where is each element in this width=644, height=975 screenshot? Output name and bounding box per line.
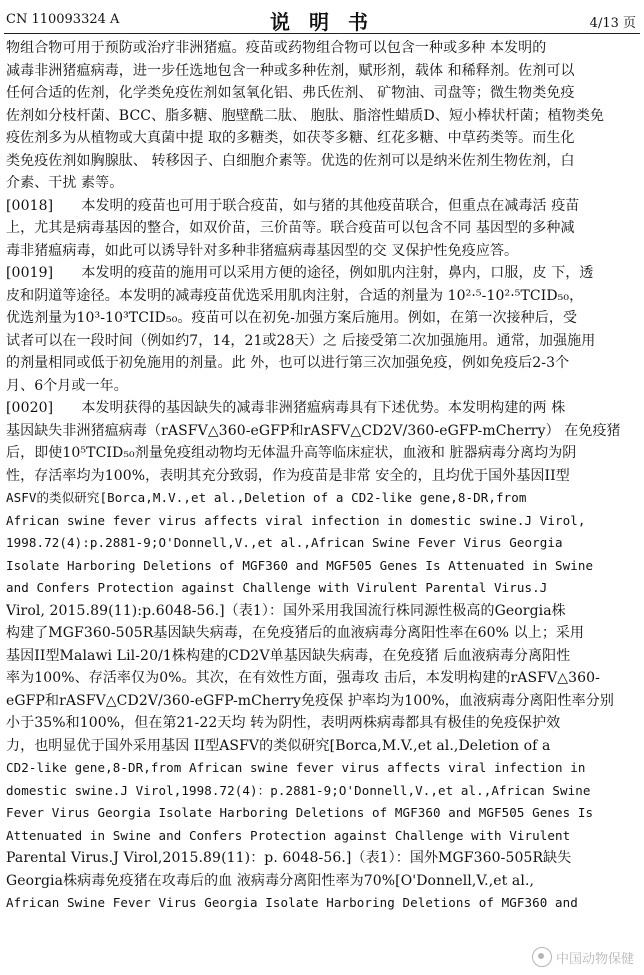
text-line: 性，存活率均为100%，表明其充分致弱，作为疫苗是非常 安全的，且均优于国外基因II型 <box>6 467 570 484</box>
text-line: [0019] 本发明的疫苗的施用可以采用方便的途径，例如肌内注射，鼻内，口服，皮 下，透 <box>6 265 594 281</box>
watermark <box>532 947 634 967</box>
text-line: Isolate Harboring Deletions of MGF360 and MGF505 Genes Is Attenuated in Swine <box>6 557 594 573</box>
text-line: 类免疫佐剂如胸腺肽、 转移因子、白细胞介素等。优选的佐剂可以是纳米佐剂生物佐剂，白 <box>6 152 575 169</box>
text-line: 构建了MGF360-505R基因缺失病毒，在免疫猪后的血液病毒分离阳性率在60% 以上；采用 <box>6 625 585 641</box>
text-line: 小于35%和100%，但在第21-22天均 转为阴性，表明两株病毒都具有极佳的免疫保护效 <box>6 715 561 731</box>
text-line: 介素、干扰 素等。 <box>6 175 124 191</box>
text-line: Parental Virus.J Virol,2015.89(11)：p. 6048-56.]（表1）：国外MGF360-505R缺失 <box>6 850 572 866</box>
text-line: 基因缺失非洲猪瘟病毒（rASFV△360-eGFP和rASFV△CD2V/360-eGFP-mCherry） 在免疫猪 <box>6 422 621 439</box>
text-line: 基因II型Malawi Lil-20/1株构建的CD2V单基因缺失病毒，在免疫猪 后血液病毒分离阳性 <box>6 647 571 664</box>
watermark-text: 中国动物保健 <box>555 951 634 967</box>
wechat-logo-icon <box>532 947 552 967</box>
text-line: 任何合适的佐剂，化学类免疫佐剂如氢氧化铝、弗氏佐剂、 矿物油、司盘等；微生物类免疫 <box>6 85 575 101</box>
text-line: 物组合物可用于预防或治疗非洲猪瘟。疫苗或药物组合物可以包含一种或多种 本发明的 <box>6 40 547 56</box>
text-line: Fever Virus Georgia Isolate Harboring Deletions of MGF360 and MGF505 Genes Is <box>6 805 594 820</box>
text-line: 1998.72(4):p.2881-9;O'Donnell,V.,et al.,African Swine Fever Virus Georgia <box>6 535 563 550</box>
text-line: CD2-like gene,8-DR,from African swine fever virus affects viral infection in <box>6 760 586 775</box>
text-line: 的剂量相同或低于初免施用的剂量。此 外，也可以进行第三次加强免疫，例如免疫后2-3个 <box>6 355 570 371</box>
text-line: 减毒非洲猪瘟病毒，进一步任选地包含一种或多种佐剂，赋形剂，载体 和稀释剂。佐剂可以 <box>6 62 575 79</box>
text-line: ASFV的类似研究[Borca,M.V.,et al.,Deletion of a CD2-like gene,8-DR,from <box>6 490 527 505</box>
page-number: 4/13 页 <box>589 16 636 31</box>
text-line: African Swine Fever Virus Georgia Isolate Harboring Deletions of MGF360 and <box>6 895 578 910</box>
text-line: and Confers Protection against Challenge with Virulent Parental Virus.J <box>6 580 548 595</box>
text-line: 月、6个月或一年。 <box>6 377 128 394</box>
text-line: [0020] 本发明获得的基因缺失的减毒非洲猪瘟病毒具有下述优势。本发明构建的两 株 <box>6 400 566 416</box>
text-line: [0018] 本发明的疫苗也可用于联合疫苗，如与猪的其他疫苗联合，但重点在减毒活 疫苗 <box>6 197 580 214</box>
text-line: Virol, 2015.89(11):p.6048-56.]（表1）：国外采用我国流行株同源性极高的Georgia株 <box>6 602 566 619</box>
text-line: 后，即使10⁵TCID₅₀剂量免疫组动物均无体温升高等临床症状，血液和 脏器病毒分离均为阴 <box>6 445 577 461</box>
text-line: 皮和阴道等途径。本发明的减毒疫苗优选采用肌肉注射，合适的剂量为 10²·⁵-10²·⁵TCID₅₀， <box>6 287 584 304</box>
text-line: Georgia株病毒免疫猪在攻毒后的血 液病毒分离阳性率为70%[O'Donnell,V.,et al., <box>6 872 535 889</box>
text-line: 优选剂量为10³-10³TCID₅₀。疫苗可以在初免-加强方案后施用。例如，在第一次接种后，受 <box>6 310 578 326</box>
text-line: 试者可以在一段时间（例如约7，14，21或28天）之 后接受第二次加强施用。通常，加强施用 <box>6 332 596 349</box>
text-line: African swine fever virus affects viral infection in domestic swine.J Virol, <box>6 512 586 528</box>
patent-number: CN 110093324 A <box>6 12 120 27</box>
text-line: domestic swine.J Virol,1998.72(4)：p.2881-9;O'Donnell,V.,et al.,African Swine <box>6 782 591 798</box>
header-divider <box>4 33 640 34</box>
text-line: Attenuated in Swine and Confers Protection against Challenge with Virulent <box>6 827 571 843</box>
text-line: 毒非猪瘟病毒，如此可以诱导针对多种非猪瘟病毒基因型的交 叉保护性免疫应答。 <box>6 242 519 259</box>
document-type-title: 说 明 书 <box>270 10 374 34</box>
text-line: 疫佐剂多为从植物或大真菌中提 取的多糖类，如茯苓多糖、红花多糖、中草药类等。而生化 <box>6 130 575 146</box>
text-line: 力，也明显优于国外采用基因 II型ASFV的类似研究[Borca,M.V.,et al.,Deletion of a <box>6 737 551 754</box>
text-line: 率为100%、存活率仅为0%。其次，在有效性方面，强毒攻 击后，本发明构建的rASFV△360- <box>6 670 600 686</box>
text-line: 佐剂如分枝杆菌、BCC、脂多糖、胞壁酰二肽、 胞肽、脂溶性蜡质D、短小棒状杆菌；植物类免 <box>6 107 605 124</box>
page-header <box>0 0 644 32</box>
document-body <box>6 37 638 915</box>
text-line: eGFP和rASFV△CD2V/360-eGFP-mCherry免疫保 护率均为100%，血液病毒分离阳性率分别 <box>6 692 614 709</box>
text-line: 上，尤其是病毒基因的整合，如双价苗，三价苗等。联合疫苗可以包含不同 基因型的多种减 <box>6 220 575 236</box>
